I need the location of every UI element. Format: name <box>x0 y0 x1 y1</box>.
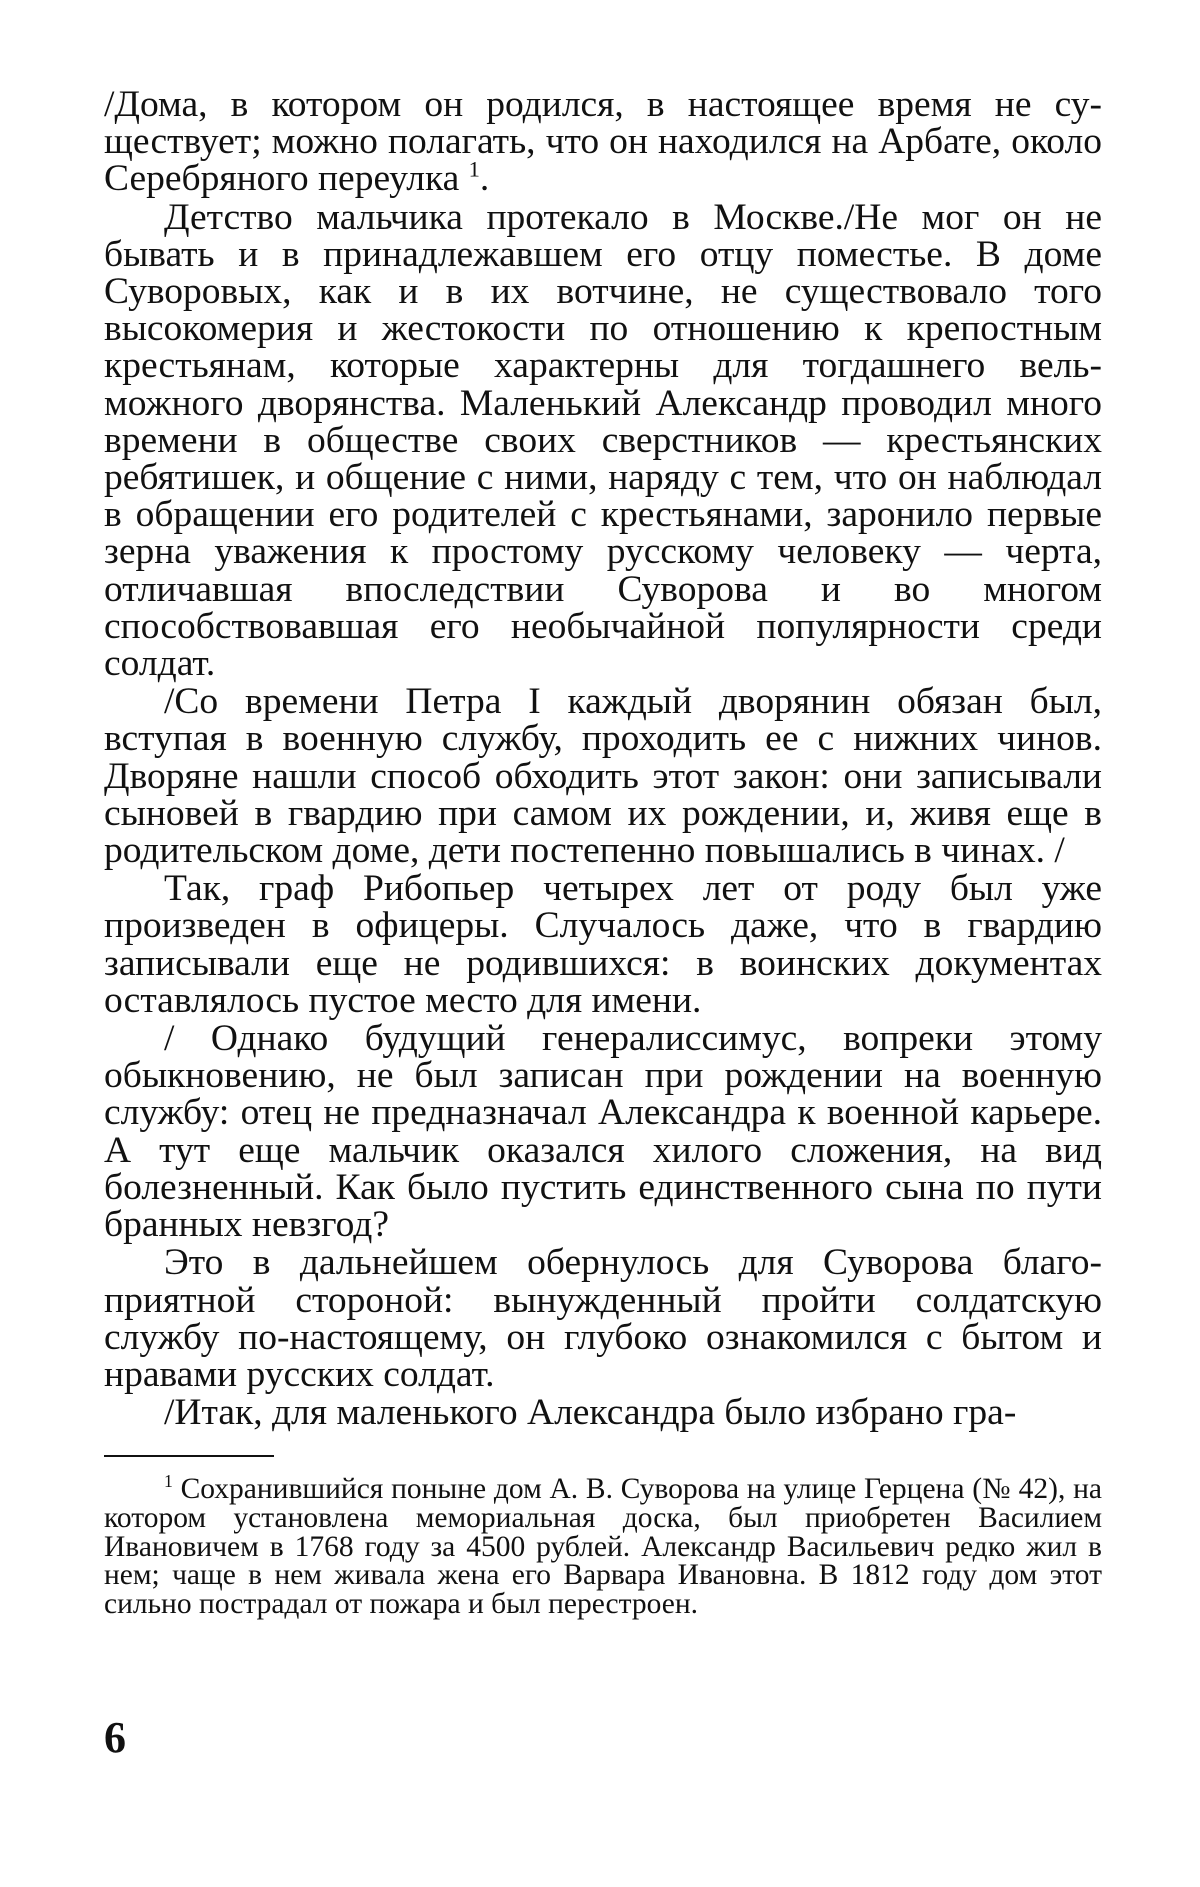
paragraph-1: /Дома, в котором он родился, в настоящее время не существует; можно полагать, что он находился на Арбате, около Серебряного переулка $^1$. <box>104 84 1102 200</box>
paragraph-7: /Итак, для маленького Александра было избрано гра- <box>164 1392 1017 1434</box>
paragraph-2: Детство мальчика протекало в Москве./Не мог он не бывать и в принадлежавшем его отцу поместье. В доме Суворовых, как и в их вотчине, не существовало того высокомерия и жестокости по отношению к крепостным крестьянам, которые характерны для тогдашнего вельможного дворянства. Маленький Александр проводил много времени в обществе своих сверстников — крестьянских ребятишек, и общение с ними, наряду с тем, что он наблюдал в обращении его родителей с крестьянами, заронило первые зерна уважения к простому русскому человеку — черта, отличавшая впоследствии Суворова и во многом способствовавшая его необычайной популярности среди солдат. <box>104 196 1102 685</box>
footnote-text: Сохранившийся поныне дом А. В. Суворова на улице Герцена (№ 42), на котором установлена мемориальная доска, был приобретен Василием Ивановичем в 1768 году за 4500 рублей. Александр Васильевич редко жил в нем; чаще в нем живала жена его Варвара Ивановна. В 1812 году дом этот сильно пострадал от пожара и был перестроен. <box>104 1473 1103 1620</box>
footnote <box>104 1471 1103 1620</box>
footnote-marker: 1 <box>164 1471 173 1492</box>
paragraph-3: /Со времени Петра I каждый дворянин обязан был, вступая в военную службу, проходить ее с нижних чинов. Дворяне нашли способ обходить этот закон: они записывали сыновей в гвардию при самом их рождении, и, живя еще в родительском доме, дети постепенно повышались в чинах. / <box>104 681 1102 872</box>
paragraph-1-text: /Дома, в котором он родился, в настоящее время не существует; можно полагать, что он находился на Арбате, около Серебряного переулка <box>104 84 1102 200</box>
paragraph-4: Так, граф Рибопьер четырех лет от роду был уже произведен в офицеры. Случалось даже, что в гвардию записывали еще не родившихся: в воинских документах оставлялось пустое место для имени. <box>104 868 1102 1021</box>
paragraph-5: / Однако будущий генералиссимус, вопреки этому обыкновению, не был записан при рождении на военную службу: отец не предназначал Александра к военной карьере. А тут еще мальчик оказался хилого сложения, на вид болезненный. Как было пустить единственного сына по пути бранных невзгод? <box>104 1018 1102 1246</box>
main-text <box>104 84 1102 1434</box>
page-number: 6 <box>104 1713 126 1762</box>
footnote-reference: 1 <box>468 156 480 182</box>
book-page <box>104 86 1102 1618</box>
footnote-paragraph <box>104 1471 1103 1620</box>
footnote-divider <box>104 1455 274 1457</box>
paragraph-6: Это в дальнейшем обернулось для Суворова благоприятной стороной: вынужденный пройти солдатскую службу по-настоящему, он глубоко ознакомился с бытом и нравами русских солдат. <box>104 1242 1102 1395</box>
